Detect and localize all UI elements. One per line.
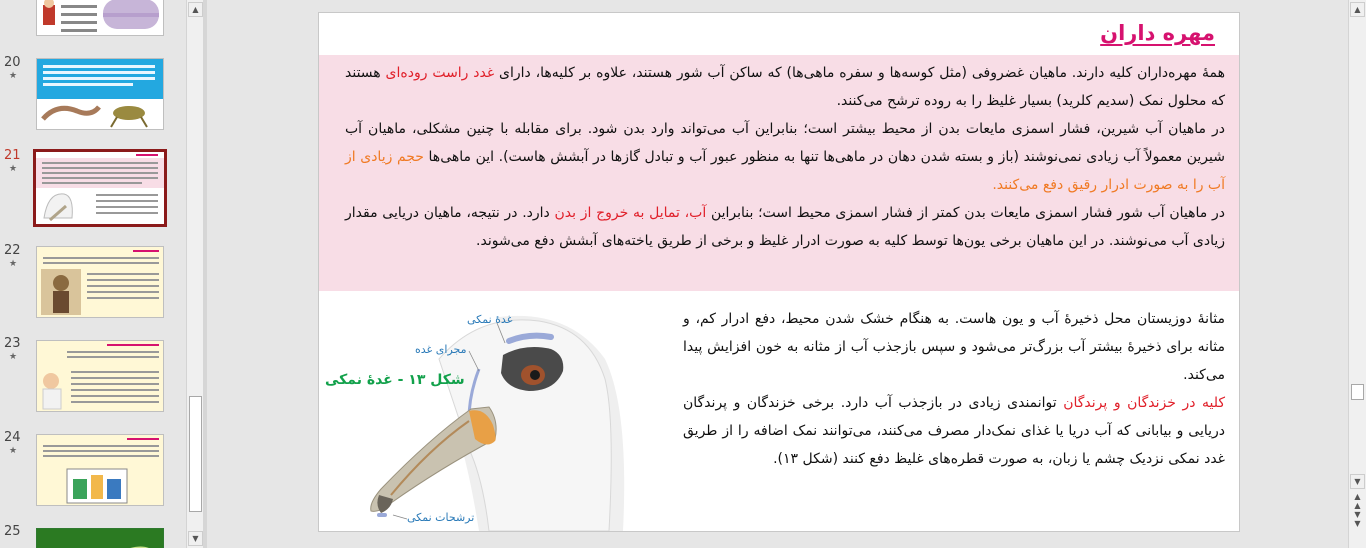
- thumbnail-preview: [36, 152, 164, 224]
- label-gland-duct: مجرای غده: [415, 343, 467, 356]
- label-salt-gland: غدهٔ نمکی: [467, 313, 513, 326]
- label-salt-secretion: ترشحات نمکی: [407, 511, 475, 524]
- slide-thumbnail[interactable]: [36, 434, 164, 506]
- paragraph-reptiles-birds: [683, 389, 1225, 473]
- thumbnail-preview: [37, 59, 164, 130]
- paragraph-saltwater-fish: [345, 199, 1225, 255]
- slide-thumbnail[interactable]: [36, 528, 164, 548]
- animation-star-icon: ★: [9, 71, 18, 81]
- slide-number: 23: [4, 336, 21, 351]
- slide-scrollbar[interactable]: [1348, 0, 1366, 548]
- text-run: همهٔ مهره‌داران کلیه دارند. ماهیان غضروفی (مثل کوسه‌ها و سفره ماهی‌ها) که ساکن آب شور هستند، علاوه بر کلیه‌ها، دارای: [494, 65, 1225, 81]
- slide-thumbnail[interactable]: [36, 340, 164, 412]
- highlight-text: حجم زیادی از آب را به صورت ادرار رقیق دفع می‌کنند.: [345, 149, 1225, 193]
- next-slide-icon[interactable]: ▼ ▼: [1354, 510, 1361, 528]
- slide-number: 24: [4, 430, 21, 445]
- slide-title[interactable]: مهره داران: [1100, 21, 1215, 45]
- slide-canvas[interactable]: [318, 12, 1240, 532]
- previous-slide-icon[interactable]: ▲ ▲: [1354, 492, 1361, 510]
- thumbnail-preview: [37, 247, 164, 318]
- thumbnail-scrollbar[interactable]: [186, 0, 203, 548]
- highlight-text-box[interactable]: [319, 55, 1239, 291]
- salt-gland-figure[interactable]: [319, 299, 639, 531]
- highlight-text: کلیه در خزندگان و پرندگان: [1063, 395, 1225, 411]
- animation-star-icon: ★: [9, 164, 18, 174]
- scroll-up-arrow-icon[interactable]: ▲: [1350, 2, 1365, 17]
- scroll-down-arrow-icon[interactable]: ▼: [188, 531, 203, 546]
- scroll-down-arrow-icon[interactable]: ▼: [1350, 474, 1365, 489]
- slide-number: 21: [4, 148, 21, 163]
- albatross-illustration: [319, 299, 639, 531]
- slide-thumbnail[interactable]: [36, 58, 164, 130]
- highlight-text: آب، تمایل به خروج از بدن: [554, 205, 707, 221]
- paragraph-freshwater-fish: [345, 115, 1225, 199]
- slide-number: 20: [4, 55, 21, 70]
- text-run: توانمندی زیادی در بازجذب آب دارد. برخی خزندگان و پرندگان دریایی و بیابانی که آب دریا یا غذای نمک‌دار مصرف می‌کنند، می‌توانند نمک اضافه را از طریق غدد نمکی نزدیک چشم یا زبان، به صورت قطره‌های غلیظ دفع کنند (شکل ۱۳).: [683, 395, 1225, 467]
- text-run: هستند که محلول نمک (سدیم کلرید) بسیار غلیظ را به روده ترشح می‌کنند.: [345, 65, 1225, 109]
- slide-editing-area: [207, 0, 1348, 548]
- slide-number: 22: [4, 243, 21, 258]
- scrollbar-thumb[interactable]: [189, 396, 202, 512]
- thumbnail-preview: [37, 529, 164, 548]
- animation-star-icon: ★: [9, 352, 18, 362]
- thumbnail-preview: [37, 341, 164, 412]
- lower-text-box[interactable]: [683, 305, 1225, 473]
- slide-thumbnail[interactable]: [36, 246, 164, 318]
- paragraph-amphibians: مثانهٔ دوزیستان محل ذخیرهٔ آب و یون هاست. به هنگام خشک شدن محیط، دفع ادرار کم، و مثانه برای ذخیرهٔ بیشتر آب بزرگ‌تر می‌شود و سپس بازجذب آب از مثانه به خون افزایش پیدا می‌کند.: [683, 311, 1225, 383]
- thumbnail-preview: [37, 0, 164, 36]
- slide-thumbnail-selected[interactable]: [33, 149, 167, 227]
- figure-caption: شکل ۱۳ - غدهٔ نمکی: [325, 372, 465, 388]
- slide-number: 25: [4, 524, 21, 539]
- scroll-up-arrow-icon[interactable]: ▲: [188, 2, 203, 17]
- scrollbar-thumb[interactable]: [1351, 384, 1364, 400]
- animation-star-icon: ★: [9, 259, 18, 269]
- text-run: در ماهیان آب شور فشار اسمزی مایعات بدن کمتر از فشار اسمزی محیط است؛ بنابراین: [706, 205, 1225, 221]
- highlight-text: غدد راست روده‌ای: [385, 65, 495, 81]
- slide-thumbnail-pane[interactable]: [0, 0, 186, 548]
- text-run: در ماهیان آب شیرین، فشار اسمزی مایعات بدن از محیط بیشتر است؛ بنابراین آب می‌تواند وارد بدن شود. برای مقابله با چنین مشکلی، ماهیان آب شیرین معمولاً آب زیادی نمی‌نوشند (باز و بسته شدن دهان در ماهی‌ها تنها به منظور عبور آب و تبادل گازها در آبشش هاست). این ماهی‌ها: [345, 121, 1225, 165]
- thumbnail-preview: [37, 435, 164, 506]
- animation-star-icon: ★: [9, 446, 18, 456]
- slide-thumbnail[interactable]: [36, 0, 164, 36]
- paragraph-cartilaginous-fish: [345, 59, 1225, 115]
- text-run: دارد. در نتیجه، ماهیان دریایی مقدار زیادی آب می‌نوشند. در این ماهیان برخی یون‌ها توسط کلیه به صورت ادرار غلیظ و برخی از طریق یاخته‌های آبشش دفع می‌شوند.: [345, 205, 1225, 249]
